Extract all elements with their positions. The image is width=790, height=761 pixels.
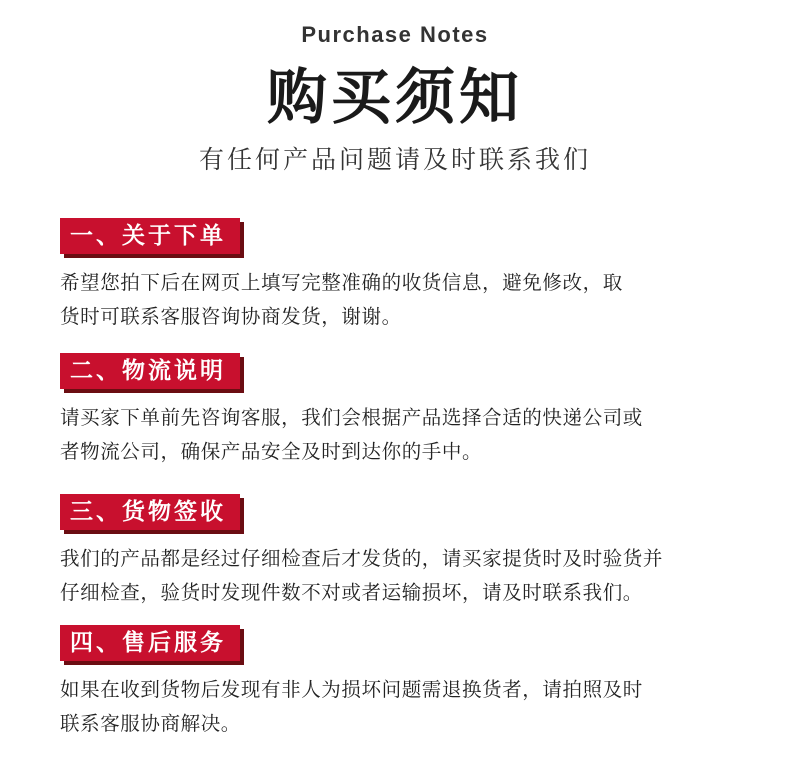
section-after-sales bbox=[60, 625, 760, 741]
section-heading-badge: 四、售后服务 bbox=[60, 625, 240, 661]
section-heading-badge: 二、物流说明 bbox=[60, 353, 240, 389]
tagline: 有任何产品问题请及时联系我们 bbox=[198, 145, 591, 174]
section-heading-badge: 三、货物签收 bbox=[60, 494, 240, 530]
section-body: 如果在收到货物后发现有非人为损坏问题需退换货者，请拍照及时 联系客服协商解决。 bbox=[60, 678, 643, 735]
section-body: 希望您拍下后在网页上填写完整准确的收货信息，避免修改，取 货时可联系客服咨询协商发货，谢谢。 bbox=[60, 271, 623, 328]
section-logistics bbox=[60, 353, 760, 469]
english-title: Purchase Notes bbox=[301, 22, 489, 47]
section-receipt bbox=[60, 494, 760, 610]
section-body: 请买家下单前先咨询客服，我们会根据产品选择合适的快递公司或 者物流公司，确保产品安全及时到达你的手中。 bbox=[60, 406, 643, 463]
section-body: 我们的产品都是经过仔细检查后才发货的，请买家提货时及时验货并 仔细检查，验货时发现件数不对或者运输损坏，请及时联系我们。 bbox=[60, 547, 664, 604]
page-title: 购买须知 bbox=[267, 63, 523, 133]
section-ordering bbox=[60, 218, 760, 334]
section-heading-badge: 一、关于下单 bbox=[60, 218, 240, 254]
